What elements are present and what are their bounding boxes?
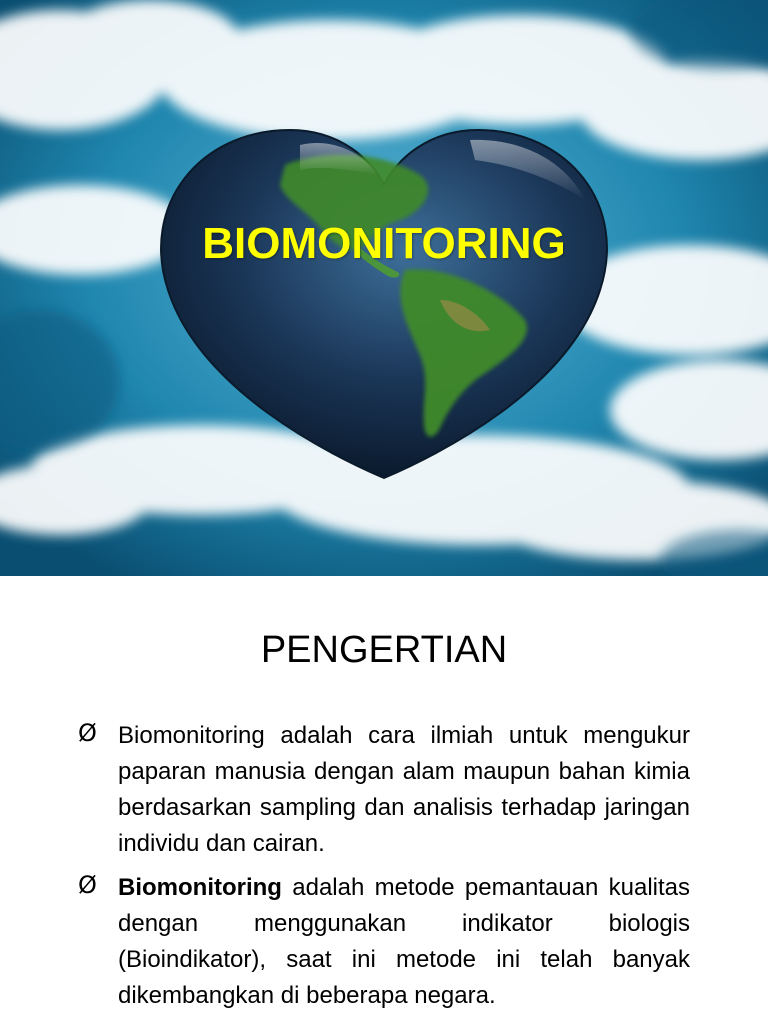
bullet-item-1: [78, 718, 690, 862]
bullet-arrow-icon: Ø: [78, 871, 97, 899]
slide-title: BIOMONITORING: [202, 219, 566, 268]
bullet-arrow-icon: Ø: [78, 719, 97, 747]
bullet-item-2: [78, 870, 690, 1014]
bullet-lead-term: Biomonitoring: [118, 874, 282, 901]
slide-heading: PENGERTIAN: [260, 629, 508, 671]
bullet-text: Biomonitoring adalah cara ilmiah untuk mengukur paparan manusia dengan alam maupun bahan kimia berdasarkan sampling dan analisis terhadap jaringan individu dan cairan.: [118, 722, 690, 857]
bullet-text: adalah metode pemantauan kualitas dengan menggunakan indikator biologis (Bioindikator), saat ini metode ini telah banyak dikembangkan di beberapa negara.: [118, 874, 690, 1009]
content-slide: [0, 576, 768, 1024]
bullet-list: [78, 718, 690, 1022]
